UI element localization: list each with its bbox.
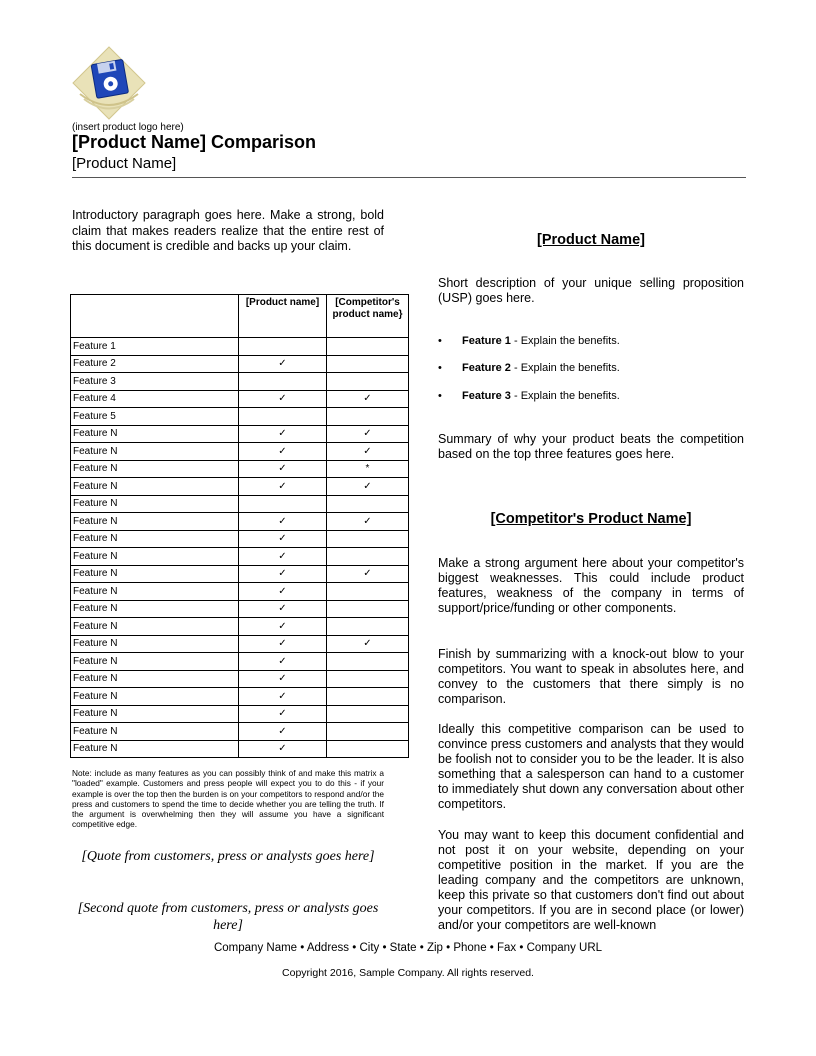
competitor-cell: * xyxy=(327,460,409,478)
table-row xyxy=(71,565,409,583)
product-cell xyxy=(239,373,327,391)
feature-cell: Feature N xyxy=(71,618,239,636)
feature-cell: Feature N xyxy=(71,425,239,443)
feature-cell: Feature 4 xyxy=(71,390,239,408)
header-divider xyxy=(72,177,746,178)
feature-desc: - Explain the benefits. xyxy=(510,335,620,347)
feature-cell: Feature N xyxy=(71,495,239,513)
competitor-heading: [Competitor's Product Name] xyxy=(490,511,692,527)
competitor-cell: ✓ xyxy=(327,390,409,408)
product-cell: ✓ xyxy=(239,460,327,478)
table-row xyxy=(71,548,409,566)
feature-cell: Feature N xyxy=(71,670,239,688)
company-footer: Company Name • Address • City • State • Zip • Phone • Fax • Company URL xyxy=(213,942,603,954)
weakness-paragraph: Make a strong argument here about your competitor's biggest weaknesses. This could include product features, weakness of the company in terms of support/price/funding or other components. xyxy=(438,556,744,615)
competitor-cell xyxy=(327,338,409,356)
product-cell: ✓ xyxy=(239,705,327,723)
bullet-icon: • xyxy=(438,335,442,347)
feature-cell: Feature N xyxy=(71,460,239,478)
table-row xyxy=(71,530,409,548)
knockout-paragraph: Finish by summarizing with a knock-out blow to your competitors. You want to speak in absolutes here, and convey to the customers that there simply is no comparison. xyxy=(438,647,744,706)
feature-desc: - Explain the benefits. xyxy=(510,390,620,402)
competitor-cell xyxy=(327,723,409,741)
table-row xyxy=(71,460,409,478)
product-heading: [Product Name] xyxy=(537,232,645,248)
feature-cell: Feature 2 xyxy=(71,355,239,373)
competitor-cell xyxy=(327,618,409,636)
competitor-cell: ✓ xyxy=(327,478,409,496)
table-row xyxy=(71,600,409,618)
document-title: [Product Name] Comparison xyxy=(72,132,317,152)
competitor-cell xyxy=(327,705,409,723)
competitor-cell xyxy=(327,495,409,513)
feature-cell: Feature N xyxy=(71,565,239,583)
competitor-cell xyxy=(327,408,409,426)
copyright: Copyright 2016, Sample Company. All rights reserved. xyxy=(282,967,534,979)
feature-cell: Feature N xyxy=(71,705,239,723)
table-row xyxy=(71,513,409,531)
table-row xyxy=(71,670,409,688)
feature-cell: Feature N xyxy=(71,530,239,548)
feature-cell: Feature N xyxy=(71,548,239,566)
competitor-cell xyxy=(327,600,409,618)
table-row xyxy=(71,653,409,671)
competitor-cell: ✓ xyxy=(327,425,409,443)
product-cell: ✓ xyxy=(239,618,327,636)
competitor-cell xyxy=(327,373,409,391)
competitor-cell: ✓ xyxy=(327,443,409,461)
competitor-cell: ✓ xyxy=(327,565,409,583)
table-row xyxy=(71,618,409,636)
table-row xyxy=(71,635,409,653)
competitor-cell xyxy=(327,530,409,548)
matrix-header-competitor: [Competitor's product name} xyxy=(327,295,409,338)
product-cell: ✓ xyxy=(239,635,327,653)
table-row xyxy=(71,338,409,356)
product-cell: ✓ xyxy=(239,653,327,671)
feature-cell: Feature 1 xyxy=(71,338,239,356)
matrix-header-feature xyxy=(71,295,239,338)
feature-cell: Feature 5 xyxy=(71,408,239,426)
table-row xyxy=(71,390,409,408)
table-row xyxy=(71,425,409,443)
table-row xyxy=(71,443,409,461)
product-cell xyxy=(239,408,327,426)
competitor-cell xyxy=(327,355,409,373)
feature-desc: - Explain the benefits. xyxy=(510,362,620,374)
competitor-cell xyxy=(327,548,409,566)
feature-cell: Feature N xyxy=(71,653,239,671)
product-cell: ✓ xyxy=(239,688,327,706)
usp-paragraph: Short description of your unique selling proposition (USP) goes here. xyxy=(438,276,744,305)
product-cell: ✓ xyxy=(239,565,327,583)
competitor-cell xyxy=(327,740,409,758)
feature-cell: Feature N xyxy=(71,478,239,496)
customer-quote: [Quote from customers, press or analysts goes here] xyxy=(81,849,375,864)
product-cell: ✓ xyxy=(239,740,327,758)
competitor-cell xyxy=(327,583,409,601)
product-cell: ✓ xyxy=(239,670,327,688)
floppy-disk-logo-icon xyxy=(72,46,146,120)
feature-cell: Feature N xyxy=(71,740,239,758)
matrix-note: Note: include as many features as you can possibly think of and make this matrix a "loaded" example. Customers and press people will expect you to do this - if your example is over the top then the burden is on your competitors to respond and/or the press and customers to spend the time to decide whether you are telling the truth. If the argument is overwhelming then they will assume you have a significant competitive edge. xyxy=(72,768,384,830)
product-cell: ✓ xyxy=(239,548,327,566)
feature-cell: Feature N xyxy=(71,723,239,741)
table-row xyxy=(71,408,409,426)
table-row xyxy=(71,373,409,391)
product-cell: ✓ xyxy=(239,583,327,601)
product-cell: ✓ xyxy=(239,443,327,461)
product-cell: ✓ xyxy=(239,355,327,373)
confidentiality-paragraph: You may want to keep this document confidential and not post it on your website, depending on your competitive position in the market. If you are the leading company and the competitors are unknown, keep this private so that customers don't find out about your competitors. If you are in second place (or lower) and/or your competitors are well-known xyxy=(438,828,744,932)
product-cell: ✓ xyxy=(239,390,327,408)
feature-name: Feature 2 xyxy=(462,362,511,374)
bullet-icon: • xyxy=(438,362,442,374)
product-cell: ✓ xyxy=(239,530,327,548)
feature-cell: Feature N xyxy=(71,688,239,706)
competitor-cell xyxy=(327,670,409,688)
feature-cell: Feature N xyxy=(71,635,239,653)
product-cell xyxy=(239,338,327,356)
product-cell: ✓ xyxy=(239,723,327,741)
product-cell: ✓ xyxy=(239,425,327,443)
summary-paragraph: Summary of why your product beats the competition based on the top three features goes here. xyxy=(438,432,744,461)
usage-paragraph: Ideally this competitive comparison can be used to convince press customers and analysts that they would be foolish not to consider you to be the leader. It is also something that a salesperson can hand to a customer to immediately shut down any conversation about other competitors. xyxy=(438,722,744,811)
second-customer-quote: [Second quote from customers, press or analysts goes here] xyxy=(77,901,379,933)
feature-cell: Feature N xyxy=(71,513,239,531)
product-cell: ✓ xyxy=(239,513,327,531)
competitor-cell: ✓ xyxy=(327,635,409,653)
competitor-cell xyxy=(327,653,409,671)
table-row xyxy=(71,705,409,723)
product-cell: ✓ xyxy=(239,600,327,618)
table-row xyxy=(71,583,409,601)
table-row xyxy=(71,355,409,373)
competitor-cell xyxy=(327,688,409,706)
feature-cell: Feature 3 xyxy=(71,373,239,391)
table-row xyxy=(71,740,409,758)
table-row xyxy=(71,478,409,496)
table-row xyxy=(71,495,409,513)
competitor-cell: ✓ xyxy=(327,513,409,531)
feature-cell: Feature N xyxy=(71,583,239,601)
intro-paragraph: Introductory paragraph goes here. Make a strong, bold claim that makes readers realize that the entire rest of this document is credible and backs up your claim. xyxy=(72,208,384,253)
matrix-header-product: [Product name] xyxy=(239,295,327,338)
logo-caption: (insert product logo here) xyxy=(72,122,184,133)
feature-name: Feature 1 xyxy=(462,335,511,347)
product-cell xyxy=(239,495,327,513)
feature-name: Feature 3 xyxy=(462,390,511,402)
matrix-header-row xyxy=(71,295,409,338)
product-cell: ✓ xyxy=(239,478,327,496)
table-row xyxy=(71,688,409,706)
document-subtitle: [Product Name] xyxy=(72,155,177,172)
feature-cell: Feature N xyxy=(71,443,239,461)
bullet-icon: • xyxy=(438,390,442,402)
feature-cell: Feature N xyxy=(71,600,239,618)
table-row xyxy=(71,723,409,741)
comparison-matrix xyxy=(70,294,409,758)
